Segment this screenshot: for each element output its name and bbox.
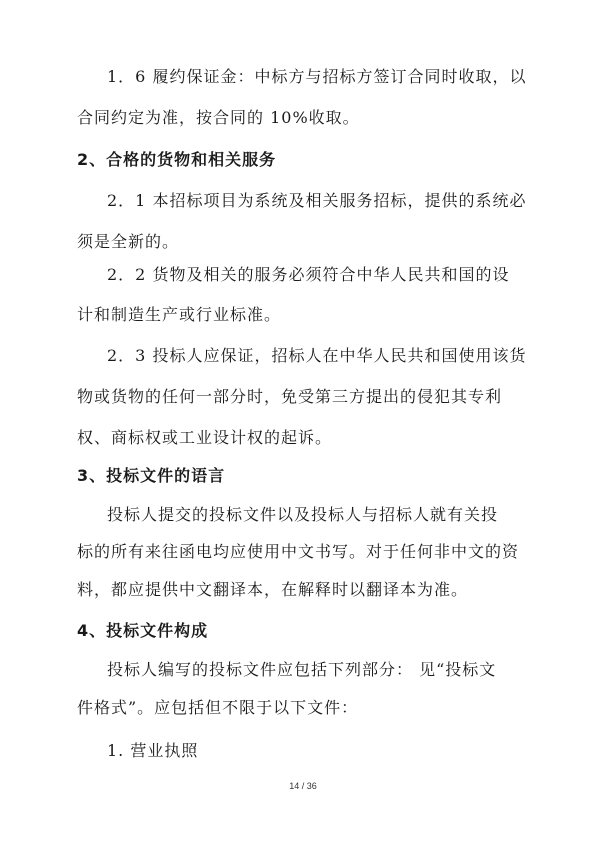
paragraph-1-6-line-1: 1．6 履约保证金：中标方与招标方签订合同时收取，以 [107, 67, 527, 86]
paragraph-2-3-line-2: 物或货物的任何一部分时，免受第三方提出的侵犯其专利 [77, 387, 503, 406]
paragraph-2-3-line-3: 权、商标权或工业设计权的起诉。 [77, 428, 333, 447]
paragraph-4-line-1: 投标人编写的投标文件应包括下列部分： 见“投标文 [107, 660, 497, 679]
paragraph-2-1-line-1: 2．1 本招标项目为系统及相关服务招标，提供的系统必 [107, 191, 527, 210]
page-number: 14 / 36 [289, 781, 317, 791]
paragraph-2-2-line-2: 计和制造生产或行业标准。 [77, 305, 282, 324]
paragraph-3-line-1: 投标人提交的投标文件以及投标人与招标人就有关投 [107, 505, 499, 524]
section-heading-4: 4、投标文件构成 [77, 621, 209, 640]
paragraph-3-line-2: 标的所有来往函电均应使用中文书写。对于任何非中文的资 [77, 542, 520, 561]
paragraph-2-3-line-1: 2．3 投标人应保证，招标人在中华人民共和国使用该货 [107, 346, 527, 365]
paragraph-4-line-2: 件格式”。应包括但不限于以下文件： [77, 698, 359, 717]
paragraph-2-2-line-1: 2．2 货物及相关的服务必须符合中华人民共和国的设 [107, 265, 510, 284]
list-item-business-license: 1. 营业执照 [107, 741, 199, 760]
section-heading-2: 2、合格的货物和相关服务 [77, 150, 277, 169]
paragraph-1-6-line-2: 合同约定为准，按合同的 10%收取。 [77, 108, 360, 127]
paragraph-3-line-3: 料，都应提供中文翻译本，在解释时以翻译本为准。 [77, 580, 469, 599]
section-heading-3: 3、投标文件的语言 [77, 466, 226, 485]
paragraph-2-1-line-2: 须是全新的。 [77, 232, 180, 251]
